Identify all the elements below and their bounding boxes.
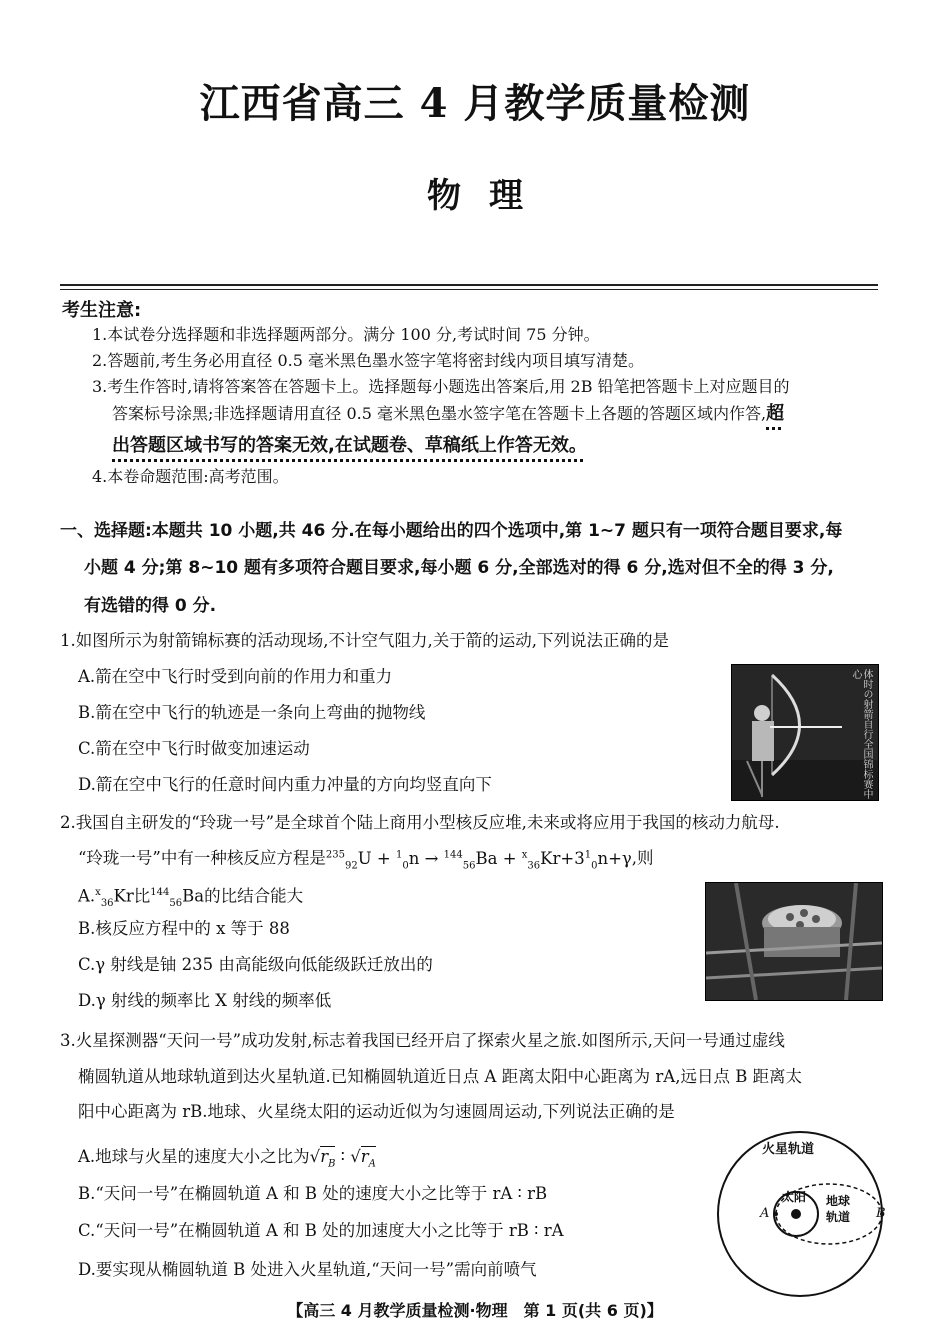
subject-title: 物理 <box>427 176 551 216</box>
sqrt-ra-r: r <box>360 1147 369 1166</box>
q1-option-c: C.箭在空中飞行时做变加速运动 <box>78 739 310 758</box>
ba-z: 56 <box>462 859 476 871</box>
q1-option-a: A.箭在空中飞行时受到向前的作用力和重力 <box>78 667 393 686</box>
q3-option-c: C.“天问一号”在椭圆轨道 A 和 B 处的加速度大小之比等于 rB ∶ rA <box>78 1221 564 1240</box>
eq-plus-2: + <box>497 848 522 868</box>
divider-top <box>60 284 878 286</box>
nuclear-equation <box>325 848 632 871</box>
kr-mass: x <box>521 849 528 860</box>
notice-item-3-cont <box>112 404 784 424</box>
earth-orbit-label-1: 地球 <box>826 1194 851 1208</box>
reactor-scene <box>706 883 882 1000</box>
section-line-1: 一、选择题:本题共 10 小题,共 46 分.在每小题给出的四个选项中,第 1~7 题只有一项符合题目要求,每 <box>60 521 843 541</box>
n2-z: 0 <box>591 859 598 871</box>
eq-gamma: +γ <box>608 848 632 868</box>
q2-a-ba-mass: 144 <box>150 887 170 898</box>
eq-tail: +3 <box>560 848 585 868</box>
q2-stem-2-end: ,则 <box>631 848 654 868</box>
kr-symbol: Kr <box>540 848 561 868</box>
sqrt-ra: $√r_A$ <box>350 1147 376 1170</box>
n-z: 0 <box>402 859 409 871</box>
q1-option-b: B.箭在空中飞行的轨迹是一条向上弯曲的抛物线 <box>78 703 426 722</box>
q2-a-ba-z: 56 <box>169 897 183 909</box>
u-mass: 235 <box>325 849 345 860</box>
q2-a-end: 的比结合能大 <box>204 886 304 906</box>
notice-heading: 考生注意: <box>62 300 142 321</box>
exam-title: 江西省高三 4 月教学质量检测 <box>199 80 751 127</box>
q2-a-ba: Ba <box>182 886 205 906</box>
sun-dot <box>791 1209 801 1219</box>
q2-stem-2 <box>78 844 654 877</box>
sqrt-rb-r: r <box>320 1147 329 1166</box>
section-line-2: 小题 4 分;第 8~10 题有多项符合题目要求,每小题 6 分,全部选对的得 6 分,选对但不全的得 3 分, <box>84 558 834 578</box>
point-a-dot <box>774 1212 778 1216</box>
q2-option-a <box>78 882 303 915</box>
u-z: 92 <box>344 859 358 871</box>
page-footer: 【高三 4 月教学质量检测·物理 第 1 页(共 6 页)】 <box>287 1301 663 1320</box>
q2-a-mid: 比 <box>133 886 151 906</box>
notice-item-4: 4.本卷命题范围:高考范围。 <box>92 467 289 486</box>
q3-stem-2: 椭圆轨道从地球轨道到达火星轨道.已知椭圆轨道近日点 A 距离太阳中心距离为 rA,远日点 B 距离太 <box>78 1067 803 1086</box>
n-mass: 1 <box>395 849 403 860</box>
notice-item-3: 3.考生作答时,请将答案答在答题卡上。选择题每小题选出答案后,用 2B 铅笔把答题卡上对应题目的 <box>92 377 790 396</box>
notice-emphasis-2: 出答题区域书写的答案无效,在试题卷、草稿纸上作答无效。 <box>112 435 587 456</box>
eq-arrow: → <box>419 848 444 868</box>
q1-option-d: D.箭在空中飞行的任意时间内重力冲量的方向均竖直向下 <box>78 775 492 794</box>
notice-item-3-cont-text: 答案标号涂黑;非选择题请用直径 0.5 毫米黑色墨水签字笔在答题卡上各题的答题区域内作答, <box>112 404 767 423</box>
q2-a-kr: Kr <box>113 886 134 906</box>
sqrt-rb: $√r_B$ <box>309 1147 336 1170</box>
kr-z: 36 <box>527 859 541 871</box>
q3-stem-1: 3.火星探测器“天问一号”成功发射,标志着我国已经开启了探索火星之旅.如图所示,天问一号通过虚线 <box>60 1031 785 1050</box>
n2-symbol: n <box>597 848 609 868</box>
ba-symbol: Ba <box>475 848 498 868</box>
q3-stem-3: 阳中心距离为 rB.地球、火星绕太阳的运动近似为匀速圆周运动,下列说法正确的是 <box>78 1102 675 1121</box>
q1-photo-caption: 体时の射箭自行全国锦标赛中心 <box>850 669 872 799</box>
n-symbol: n <box>408 848 420 868</box>
sqrt-ra-sub: A <box>368 1158 376 1170</box>
q2-a-prefix: A. <box>78 886 96 906</box>
q2-option-b: B.核反应方程中的 x 等于 88 <box>78 919 290 938</box>
sqrt-rb-sub: B <box>328 1158 336 1170</box>
q3-option-d: D.要实现从椭圆轨道 B 处进入火星轨道,“天问一号”需向前喷气 <box>78 1260 537 1279</box>
q3-option-a <box>78 1146 376 1175</box>
mars-orbit-label: 火星轨道 <box>762 1142 815 1157</box>
q2-stem-2-text: “玲珑一号”中有一种核反应方程是 <box>78 848 326 868</box>
q1-stem: 1.如图所示为射箭锦标赛的活动现场,不计空气阻力,关于箭的运动,下列说法正确的是 <box>60 631 669 650</box>
orbit-diagram <box>712 1128 892 1300</box>
q1-archery-photo <box>731 664 879 801</box>
notice-item-1: 1.本试卷分选择题和非选择题两部分。满分 100 分,考试时间 75 分钟。 <box>92 325 600 344</box>
n2-mass: 1 <box>584 849 592 860</box>
notice-emphasis-1: 超 <box>766 403 785 424</box>
notice-item-2: 2.答题前,考生务必用直径 0.5 毫米黑色墨水签字笔将密封线内项目填写清楚。 <box>92 351 644 370</box>
earth-orbit-label-2: 轨道 <box>826 1210 851 1224</box>
q2-option-d: D.γ 射线的频率比 X 射线的频率低 <box>78 991 332 1010</box>
q3-option-b: B.“天问一号”在椭圆轨道 A 和 B 处的速度大小之比等于 rA ∶ rB <box>78 1184 548 1203</box>
point-b-label: B <box>876 1206 886 1221</box>
q2-a-kr-z: 36 <box>100 897 114 909</box>
q3-a-prefix: A.地球与火星的速度大小之比为 <box>78 1147 310 1166</box>
section-line-3: 有选错的得 0 分. <box>84 596 217 616</box>
u-symbol: U <box>357 848 372 868</box>
q2-stem-1: 2.我国自主研发的“玲珑一号”是全球首个陆上商用小型核反应堆,未来或将应用于我国的核动力航母. <box>60 813 780 832</box>
divider-top-thin <box>60 289 878 290</box>
sun-label: 太阳 <box>782 1190 807 1204</box>
eq-plus-1: + <box>371 848 396 868</box>
ba-mass: 144 <box>443 849 463 860</box>
q2-option-c: C.γ 射线是铀 235 由高能级向低能级跃迁放出的 <box>78 955 433 974</box>
q2-a-kr-mass: x <box>95 887 101 898</box>
point-a-label: A <box>760 1206 770 1221</box>
q2-reactor-photo <box>705 882 883 1001</box>
q3-a-colon: ∶ <box>335 1147 351 1166</box>
